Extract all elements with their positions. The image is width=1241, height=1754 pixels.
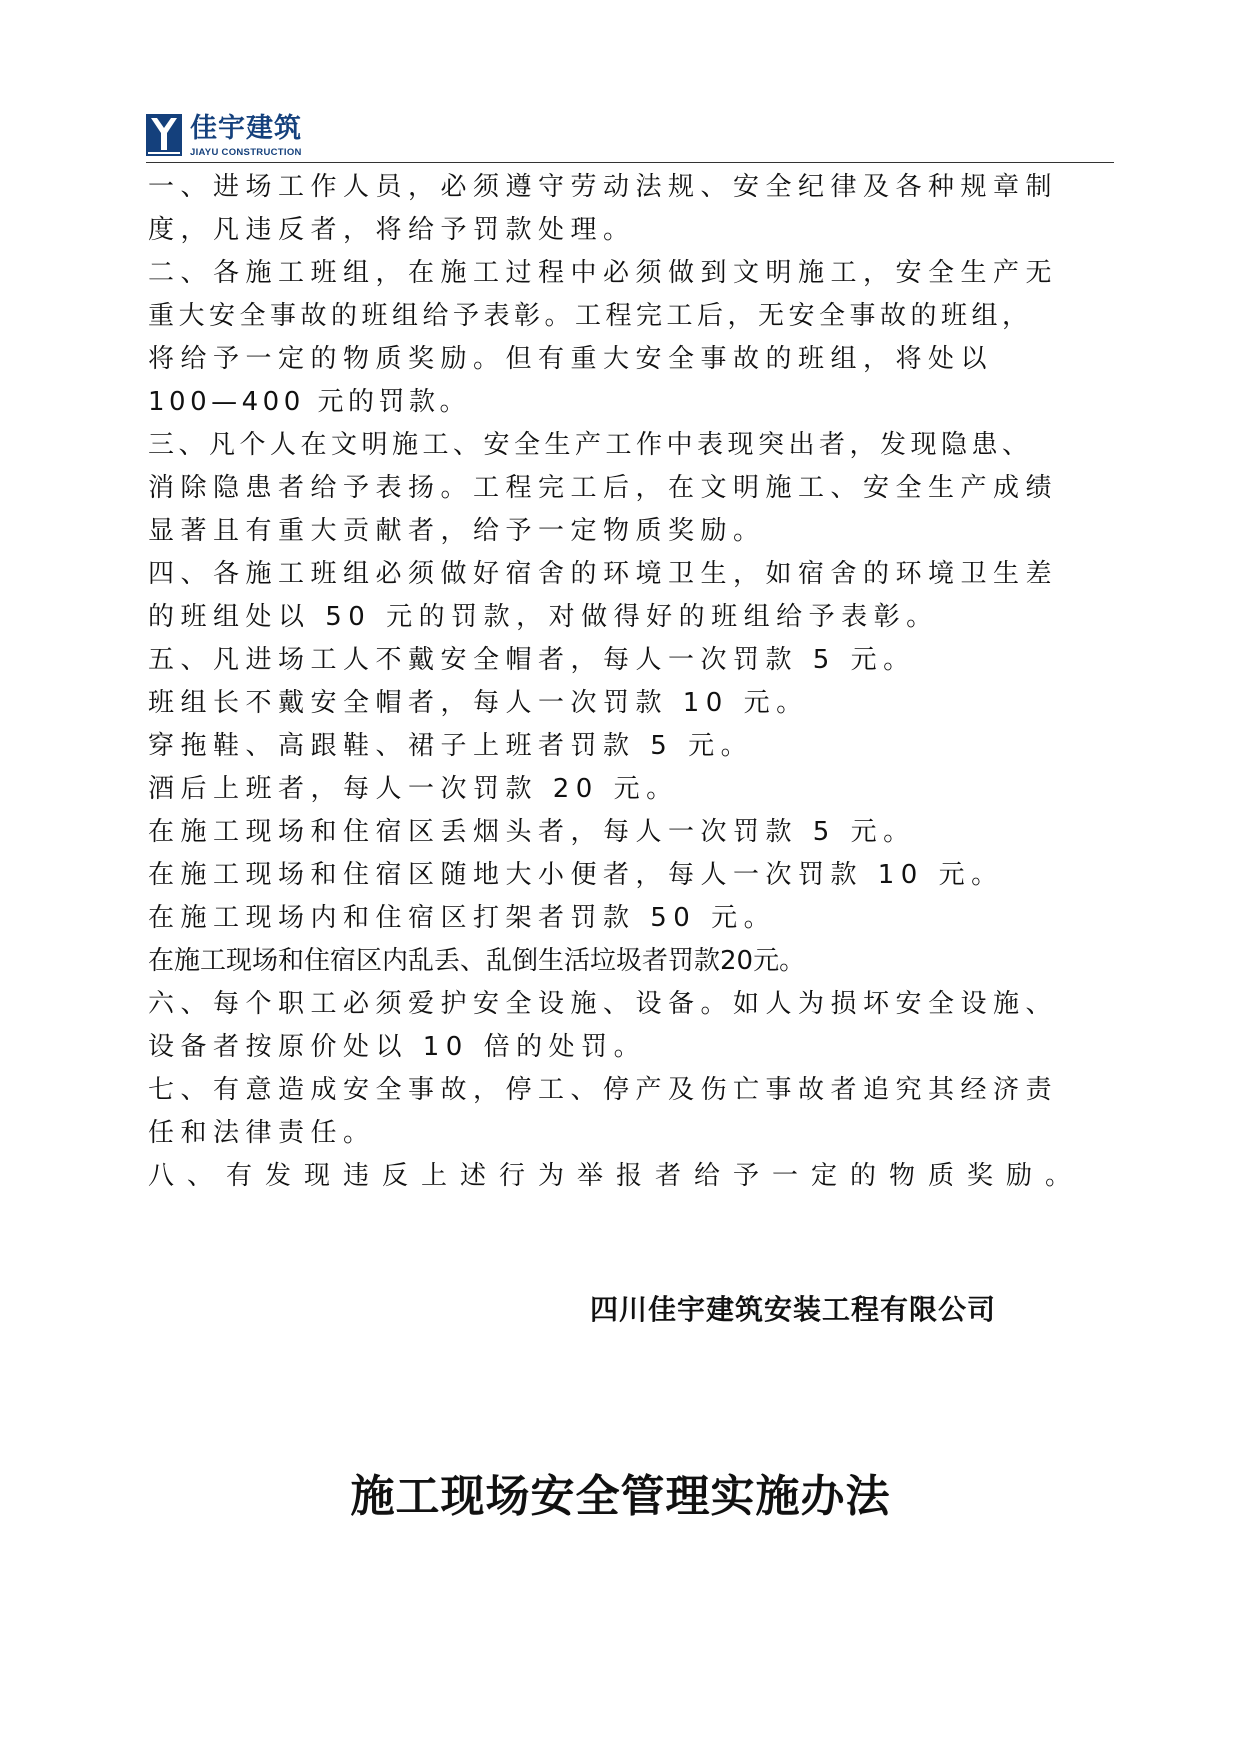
text-line: 五、凡进场工人不戴安全帽者，每人一次罚款 5 元。 xyxy=(148,645,916,675)
text-line: 六、每个职工必须爱护安全设施、设备。如人为损坏安全设施、 xyxy=(148,989,1059,1019)
text-line: 显著且有重大贡献者，给予一定物质奖励。 xyxy=(148,516,766,546)
text-line: 三、凡个人在文明施工、安全生产工作中表现突出者，发现隐患、 xyxy=(148,430,1033,460)
text-line: 酒后上班者，每人一次罚款 20 元。 xyxy=(148,774,679,804)
text-line: 在施工现场和住宿区丢烟头者，每人一次罚款 5 元。 xyxy=(148,817,916,847)
text-line: 的班组处以 50 元的罚款，对做得好的班组给予表彰。 xyxy=(148,602,939,632)
logo-name: 佳宇建筑 xyxy=(190,113,302,144)
text-line: 度，凡违反者，将给予罚款处理。 xyxy=(148,215,636,245)
text-line: 在施工现场和住宿区内乱丢、乱倒生活垃圾者罚款20元。 xyxy=(148,946,806,976)
company-name: 四川佳宇建筑安装工程有限公司 xyxy=(590,1293,997,1326)
logo-mark-icon xyxy=(146,114,182,156)
text-line: 二、各施工班组，在施工过程中必须做到文明施工，安全生产无 xyxy=(148,258,1059,288)
text-line: 消除隐患者给予表扬。工程完工后，在文明施工、安全生产成绩 xyxy=(148,473,1059,503)
text-line: 在施工现场和住宿区随地大小便者，每人一次罚款 10 元。 xyxy=(148,860,1004,890)
header-divider xyxy=(146,162,1114,163)
text-line: 设备者按原价处以 10 倍的处罚。 xyxy=(148,1032,647,1062)
text-line: 四、各施工班组必须做好宿舍的环境卫生，如宿舍的环境卫生差 xyxy=(148,559,1059,589)
text-line: 班组长不戴安全帽者，每人一次罚款 10 元。 xyxy=(148,688,809,718)
document-title: 施工现场安全管理实施办法 xyxy=(350,1471,891,1522)
text-line: 一、进场工作人员，必须遵守劳动法规、安全纪律及各种规章制 xyxy=(148,172,1059,202)
text-line: 穿拖鞋、高跟鞋、裙子上班者罚款 5 元。 xyxy=(148,731,754,761)
text-line: 将给予一定的物质奖励。但有重大安全事故的班组，将处以 xyxy=(148,344,994,374)
text-line: 八、有发现违反上述行为举报者给予一定的物质奖励。 xyxy=(148,1161,1085,1191)
logo-subtitle: JIAYU CONSTRUCTION xyxy=(190,147,302,158)
text-line: 100—400 元的罚款。 xyxy=(148,387,471,417)
text-line: 七、有意造成安全事故，停工、停产及伤亡事故者追究其经济责 xyxy=(148,1075,1059,1105)
text-line: 任和法律责任。 xyxy=(148,1118,376,1148)
regulation-text xyxy=(148,166,1128,1198)
text-line: 重大安全事故的班组给予表彰。工程完工后，无安全事故的班组， xyxy=(148,301,1033,331)
text-line: 在施工现场内和住宿区打架者罚款 50 元。 xyxy=(148,903,777,933)
